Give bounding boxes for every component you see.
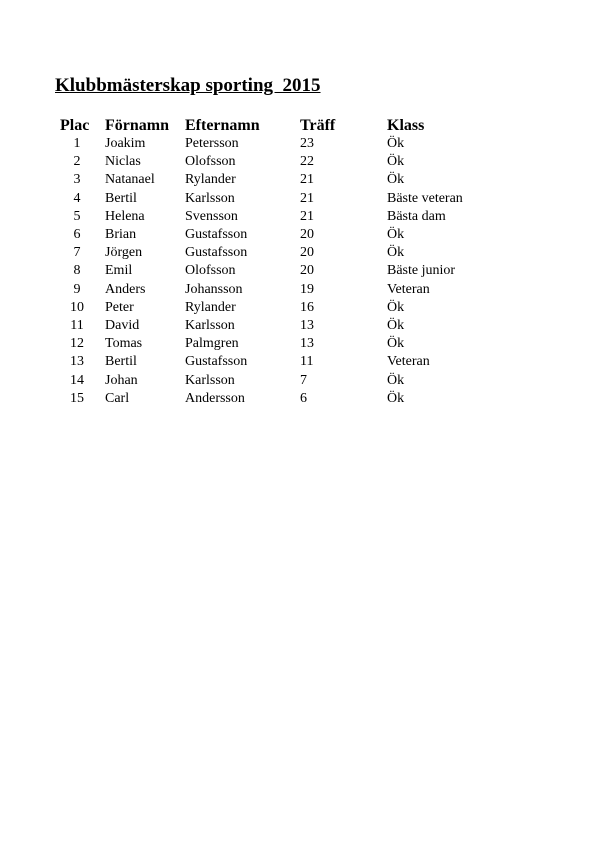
cell-efternamn: Svensson [185,208,238,224]
header-fornamn: Förnamn [105,117,169,134]
cell-plac: 11 [70,317,84,333]
cell-efternamn: Gustafsson [185,354,248,370]
cell-traff: 20 [300,245,314,261]
cell-traff: 21 [300,190,314,206]
cell-plac: 2 [73,154,81,170]
cell-klass: Ök [387,136,405,152]
cell-efternamn: Karlsson [185,317,235,333]
cell-traff: 16 [300,299,314,315]
cell-plac: 6 [73,227,81,243]
cell-fornamn: Brian [105,227,137,243]
cell-fornamn: Johan [105,372,138,388]
cell-traff: 13 [300,317,314,333]
header-row [60,114,507,135]
table-row [60,353,507,371]
cell-efternamn: Karlsson [185,372,235,388]
cell-plac: 4 [73,190,81,206]
table-row [60,190,507,208]
cell-plac: 10 [70,299,84,315]
cell-fornamn: Tomas [105,336,143,352]
cell-fornamn: David [105,317,140,333]
cell-efternamn: Palmgren [185,336,239,352]
table-row [60,135,507,153]
table-row [60,317,507,335]
cell-fornamn: Bertil [105,190,137,206]
cell-klass: Ök [387,317,405,333]
table-row [60,153,507,171]
table-row [60,226,507,244]
cell-klass: Veteran [387,354,430,370]
cell-efternamn: Gustafsson [185,227,248,243]
cell-plac: 14 [70,372,84,388]
cell-fornamn: Jörgen [105,245,143,261]
results-table [60,114,507,408]
cell-plac: 8 [73,263,81,279]
cell-efternamn: Olofsson [185,154,236,170]
cell-klass: Ök [387,172,405,188]
cell-efternamn: Rylander [185,172,236,188]
cell-klass: Veteran [387,281,430,297]
table-row [60,208,507,226]
cell-klass: Ök [387,336,405,352]
header-klass: Klass [387,117,425,134]
cell-traff: 20 [300,263,314,279]
cell-efternamn: Johansson [185,281,243,297]
cell-traff: 6 [300,390,307,406]
table-row [60,335,507,353]
header-efternamn: Efternamn [185,117,260,134]
cell-klass: Bäste junior [387,263,456,279]
table-row [60,244,507,262]
document-title: Klubbmästerskap sporting 2015 [55,75,321,96]
cell-efternamn: Karlsson [185,190,235,206]
results-table-body [60,135,507,408]
cell-plac: 12 [70,336,84,352]
cell-efternamn: Andersson [185,390,245,406]
cell-klass: Ök [387,299,405,315]
table-row [60,262,507,280]
table-row [60,390,507,408]
cell-plac: 5 [73,208,81,224]
cell-traff: 23 [300,136,314,152]
cell-traff: 13 [300,336,314,352]
cell-traff: 19 [300,281,314,297]
table-row [60,371,507,389]
cell-fornamn: Emil [105,263,133,279]
cell-klass: Bäste veteran [387,190,463,206]
cell-klass: Ök [387,245,405,261]
cell-klass: Ök [387,390,405,406]
cell-klass: Bästa dam [387,208,446,224]
cell-traff: 21 [300,172,314,188]
table-row [60,299,507,317]
cell-traff: 11 [300,354,314,370]
cell-efternamn: Rylander [185,299,236,315]
cell-plac: 13 [70,354,84,370]
header-traff: Träff [300,117,336,134]
cell-fornamn: Niclas [105,154,141,170]
cell-fornamn: Joakim [105,136,146,152]
cell-fornamn: Carl [105,390,130,406]
cell-traff: 21 [300,208,314,224]
cell-fornamn: Anders [105,281,146,297]
cell-klass: Ök [387,154,405,170]
cell-plac: 1 [73,136,81,152]
cell-plac: 9 [73,281,81,297]
cell-traff: 22 [300,154,314,170]
cell-efternamn: Olofsson [185,263,236,279]
header-plac: Plac [60,117,90,134]
cell-fornamn: Natanael [105,172,155,188]
cell-fornamn: Peter [105,299,134,315]
cell-klass: Ök [387,372,405,388]
cell-klass: Ök [387,227,405,243]
cell-efternamn: Petersson [185,136,239,152]
results-table-header [60,114,507,135]
cell-efternamn: Gustafsson [185,245,248,261]
table-row [60,281,507,299]
cell-plac: 3 [73,172,81,188]
cell-fornamn: Helena [105,208,145,224]
cell-plac: 7 [73,245,81,261]
cell-fornamn: Bertil [105,354,137,370]
cell-plac: 15 [70,390,84,406]
table-row [60,171,507,189]
cell-traff: 7 [300,372,307,388]
cell-traff: 20 [300,227,314,243]
